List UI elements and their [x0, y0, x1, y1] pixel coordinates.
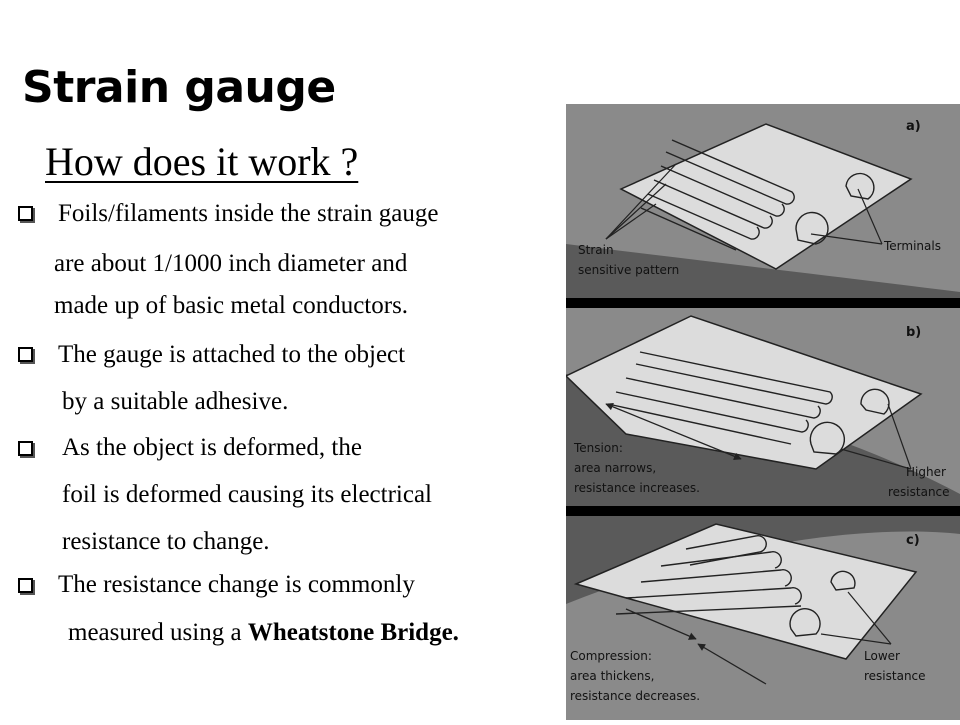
bullet-4-line-1: The resistance change is commonly	[58, 571, 415, 598]
bullet-3-line-3: resistance to change.	[62, 528, 270, 555]
panel-c-resistance-2: resistance	[864, 669, 926, 683]
bullet-4-text: measured using a	[68, 619, 248, 646]
bullet-checkbox-icon	[18, 441, 33, 456]
panel-c-compression-1: Compression:	[570, 649, 652, 663]
bullet-1-line-2: are about 1/1000 inch diameter and	[54, 250, 408, 277]
panel-divider	[566, 506, 960, 516]
slide-title: Strain gauge	[22, 62, 336, 113]
panel-b-tension-1: Tension:	[574, 441, 623, 455]
panel-divider	[566, 298, 960, 308]
panel-b-letter: b)	[906, 325, 922, 340]
bullet-checkbox-icon	[18, 206, 33, 221]
slide-subtitle: How does it work ?	[45, 139, 359, 184]
panel-b	[566, 308, 960, 506]
bullet-4-line-2	[68, 619, 459, 647]
panel-a-letter: a)	[906, 119, 921, 134]
panel-b-resistance-1: Higher	[906, 465, 946, 479]
wheatstone-bridge-text: Wheatstone Bridge.	[247, 619, 459, 646]
strain-gauge-figure	[566, 104, 960, 720]
bullet-checkbox-icon	[18, 578, 33, 593]
bullet-3-line-1: As the object is deformed, the	[62, 434, 362, 461]
panel-c-compression-3: resistance decreases.	[570, 689, 701, 703]
panel-b-tension-2: area narrows,	[574, 461, 657, 475]
panel-c	[566, 516, 960, 720]
panel-a-terminals-label: Terminals	[884, 239, 941, 253]
panel-c-compression-2: area thickens,	[570, 669, 655, 683]
bullet-checkbox-icon	[18, 347, 33, 362]
panel-a-pattern-label-2: sensitive pattern	[578, 263, 680, 277]
bullet-3-line-2: foil is deformed causing its electrical	[62, 481, 433, 508]
bullet-1-line-3: made up of basic metal conductors.	[54, 292, 409, 319]
panel-b-resistance-2: resistance	[888, 485, 950, 499]
panel-a	[566, 104, 960, 298]
bullet-2-line-1: The gauge is attached to the object	[58, 341, 406, 368]
panel-a-pattern-label-1: Strain	[578, 243, 614, 257]
panel-c-letter: c)	[906, 533, 920, 548]
panel-c-resistance-1: Lower	[864, 649, 900, 663]
panel-b-tension-3: resistance increases.	[574, 481, 700, 495]
bullet-1-line-1: Foils/filaments inside the strain gauge	[58, 200, 439, 227]
bullet-2-line-2: by a suitable adhesive.	[62, 388, 289, 415]
